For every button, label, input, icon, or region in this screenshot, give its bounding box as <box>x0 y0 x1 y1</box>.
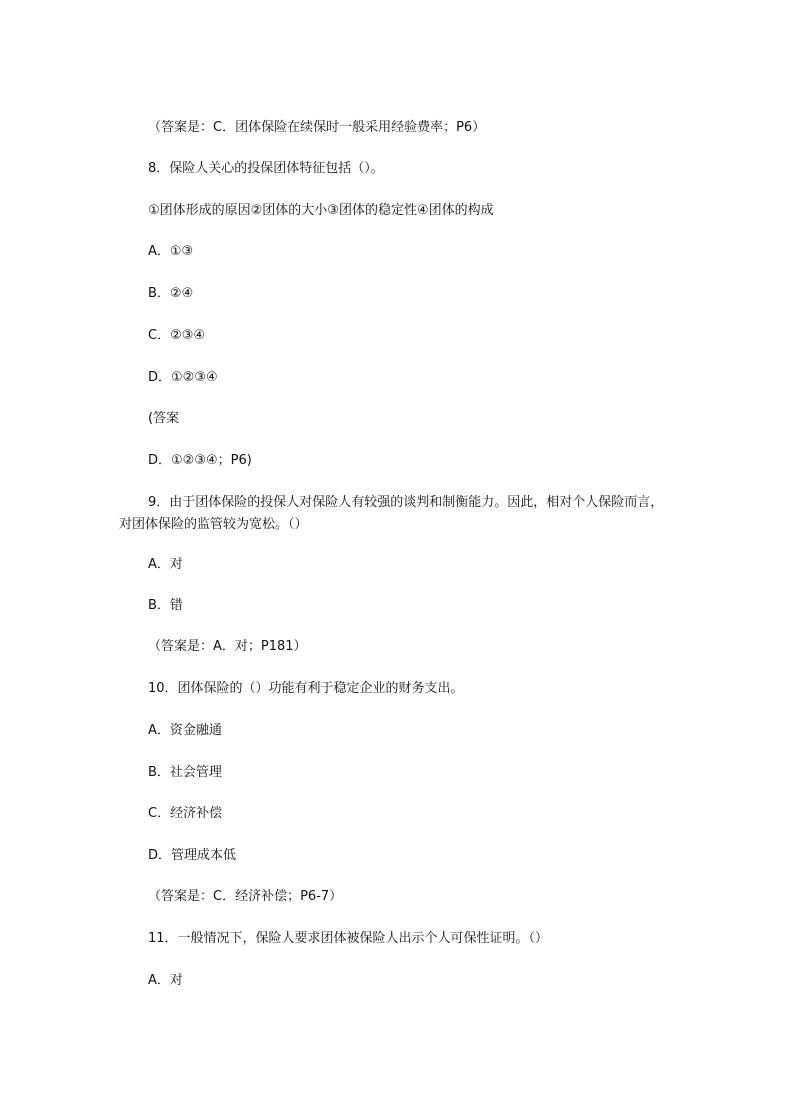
question-8-items: ①团体形成的原因②团体的大小③团体的稳定性④团体的构成 <box>148 203 494 218</box>
answer-q7: （答案是：C．团体保险在续保时一般采用经验费率；P6） <box>148 120 486 135</box>
question-10-option-b: B．社会管理 <box>148 765 222 780</box>
question-11-option-a: A．对 <box>148 973 183 988</box>
question-10: 10．团体保险的（）功能有利于稳定企业的财务支出。 <box>148 681 464 696</box>
question-8: 8．保险人关心的投保团体特征包括（）。 <box>148 161 384 176</box>
question-8-option-d: D．①②③④ <box>148 370 218 385</box>
question-9: 9．由于团体保险的投保人对保险人有较强的谈判和制衡能力。因此，相对个人保险而言，对团体保险的监管较为宽松。（） <box>119 495 664 532</box>
answer-q10: （答案是：C．经济补偿；P6-7） <box>148 889 343 904</box>
question-8-option-b: B．②④ <box>148 286 194 301</box>
answer-q8: D．①②③④；P6) <box>148 453 252 468</box>
answer-q8-label: (答案 <box>148 411 180 426</box>
question-8-option-c: C．②③④ <box>148 328 206 343</box>
question-9-option-a: A．对 <box>148 557 183 572</box>
question-9-option-b: B．错 <box>148 598 183 613</box>
question-10-option-a: A．资金融通 <box>148 723 222 738</box>
answer-q9: （答案是：A．对；P181） <box>148 639 307 654</box>
question-8-option-a: A．①③ <box>148 244 194 259</box>
question-11: 11．一般情况下，保险人要求团体被保险人出示个人可保性证明。（） <box>148 931 549 946</box>
question-10-option-c: C．经济补偿 <box>148 806 223 821</box>
question-10-option-d: D．管理成本低 <box>148 848 237 863</box>
